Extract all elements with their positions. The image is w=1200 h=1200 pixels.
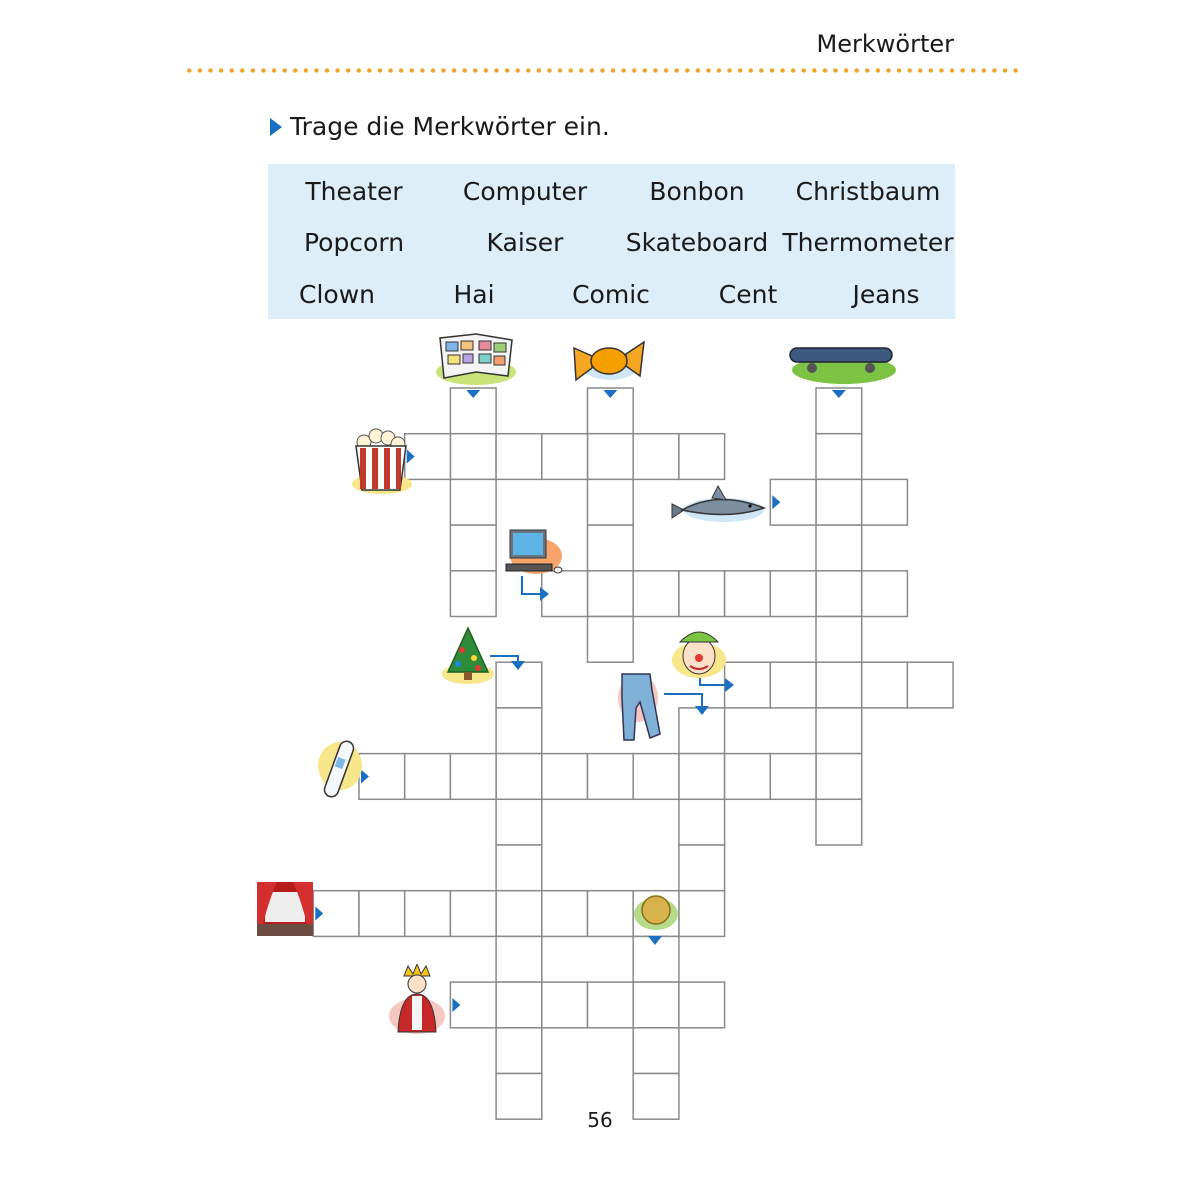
jeans-icon <box>616 668 664 744</box>
crossword-cell[interactable] <box>496 434 542 480</box>
crossword-cell[interactable] <box>862 662 908 708</box>
crossword-cell[interactable] <box>816 754 862 800</box>
word-comic: Comic <box>572 280 650 309</box>
crossword-cell[interactable] <box>770 571 816 617</box>
crossword-cell[interactable] <box>679 799 725 845</box>
word-theater: Theater <box>305 177 403 206</box>
crossword-cell[interactable] <box>816 571 862 617</box>
bonbon-icon <box>570 336 648 388</box>
crossword-cell[interactable] <box>725 754 771 800</box>
computer-arrow-line <box>522 576 540 594</box>
word-skateboard: Skateboard <box>625 228 769 257</box>
crossword-cell[interactable] <box>588 479 634 525</box>
crossword-cell[interactable] <box>588 525 634 571</box>
crossword-cell[interactable] <box>450 525 496 571</box>
crossword-cell[interactable] <box>633 982 679 1028</box>
crossword-cell[interactable] <box>496 982 542 1028</box>
crossword-cell[interactable] <box>588 434 634 480</box>
computer-icon <box>502 526 564 576</box>
crossword-cell[interactable] <box>679 571 725 617</box>
crossword-cell[interactable] <box>496 1028 542 1074</box>
crossword-cell[interactable] <box>816 525 862 571</box>
theater-icon <box>255 880 315 938</box>
crossword-cell[interactable] <box>588 617 634 663</box>
crossword-cell[interactable] <box>816 662 862 708</box>
crossword-cell[interactable] <box>542 434 588 480</box>
crossword-cell[interactable] <box>633 754 679 800</box>
crossword-cell[interactable] <box>816 479 862 525</box>
crossword-cell[interactable] <box>542 754 588 800</box>
crossword-cell[interactable] <box>907 662 953 708</box>
skateboard-icon <box>786 342 896 386</box>
word-bonbon: Bonbon <box>649 177 745 206</box>
word-popcorn: Popcorn <box>303 228 405 257</box>
crossword-cell[interactable] <box>496 936 542 982</box>
crossword-cell[interactable] <box>770 662 816 708</box>
crossword-cell[interactable] <box>679 754 725 800</box>
crossword-cell[interactable] <box>679 434 725 480</box>
word-thermometer: Thermometer <box>782 228 954 257</box>
crossword-cell[interactable] <box>633 434 679 480</box>
crossword-cell[interactable] <box>496 891 542 937</box>
cent-coin-icon <box>632 892 680 932</box>
crossword-cell[interactable] <box>588 891 634 937</box>
word-hai: Hai <box>453 280 495 309</box>
crossword-cell[interactable] <box>496 708 542 754</box>
crossword-cell[interactable] <box>450 891 496 937</box>
crossword-cell[interactable] <box>862 571 908 617</box>
crossword-cell[interactable] <box>496 662 542 708</box>
crossword-cell[interactable] <box>450 571 496 617</box>
popcorn-icon <box>348 424 414 496</box>
word-clown: Clown <box>299 280 375 309</box>
crossword-cell[interactable] <box>405 754 451 800</box>
crossword-cell[interactable] <box>633 1028 679 1074</box>
crossword-cell[interactable] <box>770 754 816 800</box>
crossword-cell[interactable] <box>450 479 496 525</box>
page-number: 56 <box>587 1108 613 1132</box>
thermometer-icon <box>306 736 364 812</box>
section-title: Merkwörter <box>816 30 954 58</box>
crossword-cell[interactable] <box>679 708 725 754</box>
word-cent: Cent <box>718 280 778 309</box>
crossword-cell[interactable] <box>633 571 679 617</box>
crossword-cell[interactable] <box>862 479 908 525</box>
crossword-cell[interactable] <box>679 982 725 1028</box>
crossword-cell[interactable] <box>450 434 496 480</box>
comic-icon <box>434 332 518 386</box>
crossword-cell[interactable] <box>816 434 862 480</box>
clown-icon <box>670 620 728 682</box>
crossword-cell[interactable] <box>588 754 634 800</box>
crossword-cell[interactable] <box>542 571 588 617</box>
crossword-cell[interactable] <box>405 891 451 937</box>
shark-icon <box>668 484 768 526</box>
instruction-text: Trage die Merkwörter ein. <box>290 112 610 141</box>
crossword-cell[interactable] <box>496 754 542 800</box>
crossword-cell[interactable] <box>542 891 588 937</box>
crossword-cell[interactable] <box>588 571 634 617</box>
crossword-cell[interactable] <box>725 571 771 617</box>
word-computer: Computer <box>462 177 588 206</box>
word-christbaum: Christbaum <box>795 177 941 206</box>
crossword-cell[interactable] <box>359 891 405 937</box>
christmas-tree-icon <box>440 624 496 686</box>
word-kaiser: Kaiser <box>486 228 564 257</box>
king-icon <box>386 964 448 1036</box>
crossword-cell[interactable] <box>496 845 542 891</box>
crossword-cell[interactable] <box>496 799 542 845</box>
crossword-cell[interactable] <box>450 754 496 800</box>
crossword-cell[interactable] <box>679 891 725 937</box>
crossword-cell[interactable] <box>542 982 588 1028</box>
crossword-cell[interactable] <box>816 708 862 754</box>
crossword-cell[interactable] <box>588 982 634 1028</box>
crossword-cell[interactable] <box>816 799 862 845</box>
word-jeans: Jeans <box>852 280 920 309</box>
crossword-cell[interactable] <box>679 845 725 891</box>
crossword-cell[interactable] <box>816 617 862 663</box>
jeans-arrow-line <box>664 694 702 706</box>
